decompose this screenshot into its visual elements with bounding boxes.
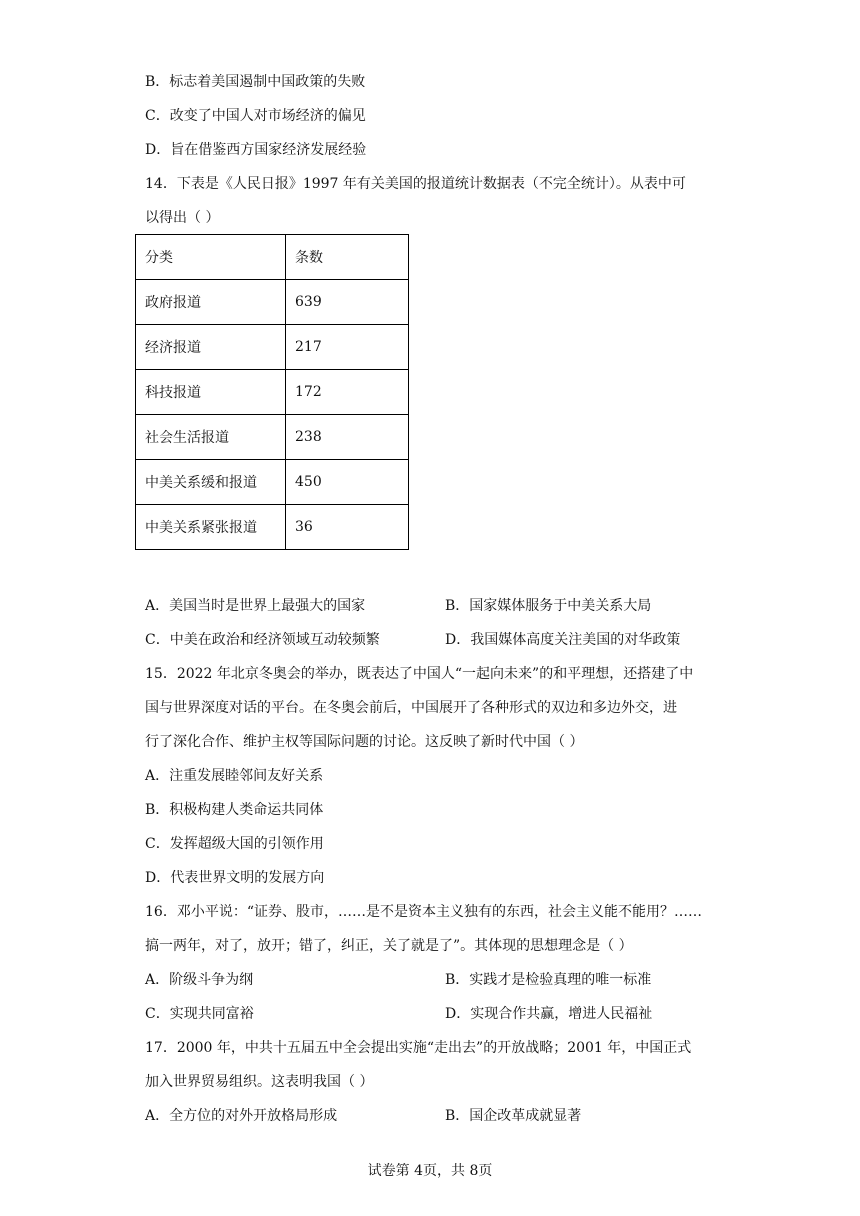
q15-option-c: C．发挥超级大国的引领作用 [145,836,324,852]
table-row [136,370,409,415]
q16-option-b: B．实践才是检验真理的唯一标准 [445,972,652,988]
q17-option-a: A．全方位的对外开放格局形成 [145,1108,338,1124]
table-cell: 社会生活报道 [136,415,286,460]
q15-stem-line3: 行了深化合作、维护主权等国际问题的讨论。这反映了新时代中国（ ） [145,734,584,750]
q15-stem-line2: 国与世界深度对话的平台。在冬奥会前后，中国展开了各种形式的双边和多边外交，进 [145,700,677,716]
table-cell: 639 [286,280,409,325]
q15-option-d: D．代表世界文明的发展方向 [145,870,325,886]
q15-stem-line1: 15．2022 年北京冬奥会的举办，既表达了中国人“一起向未来”的和平理想，还搭建了中 [145,666,694,682]
table-header-cell: 条数 [286,235,409,280]
table-cell: 科技报道 [136,370,286,415]
table-row [136,280,409,325]
q14-stem-line1: 14．下表是《人民日报》1997 年有关美国的报道统计数据表（不完全统计）。从表中可 [145,176,686,192]
table-cell: 36 [286,505,409,550]
q16-option-a: A．阶级斗争为纲 [145,972,254,988]
table-row [136,415,409,460]
table-cell: 172 [286,370,409,415]
q16-stem-line2: 搞一两年，对了，放开；错了，纠正，关了就是了”。其体现的思想理念是（ ） [145,938,633,954]
q16-option-c: C．实现共同富裕 [145,1006,254,1022]
q13-option-b: B．标志着美国遏制中国政策的失败 [145,74,366,90]
q17-option-b: B．国企改革成就显著 [445,1108,582,1124]
q15-option-a: A．注重发展睦邻间友好关系 [145,768,324,784]
q14-option-c: C．中美在政治和经济领域互动较频繁 [145,632,380,648]
table-header-row [136,235,409,280]
table-header-cell: 分类 [136,235,286,280]
table-cell: 经济报道 [136,325,286,370]
q14-option-d: D．我国媒体高度关注美国的对华政策 [445,632,681,648]
q14-option-a: A．美国当时是世界上最强大的国家 [145,598,366,614]
table-cell: 450 [286,460,409,505]
q16-option-d: D．实现合作共赢，增进人民福祉 [445,1006,653,1022]
table-cell: 中美关系紧张报道 [136,505,286,550]
table-row [136,325,409,370]
report-stats-table [135,234,409,550]
table-cell: 中美关系缓和报道 [136,460,286,505]
q14-stem-line2: 以得出（ ） [145,210,220,226]
q16-stem-line1: 16．邓小平说：“证券、股市，……是不是资本主义独有的东西，社会主义能不能用？…… [145,904,702,920]
page-footer: 试卷第 4页，共 8页 [367,1163,493,1179]
table-cell: 政府报道 [136,280,286,325]
table-cell: 217 [286,325,409,370]
q17-stem-line1: 17．2000 年，中共十五届五中全会提出实施“走出去”的开放战略；2001 年，中国正式 [145,1040,692,1056]
q13-option-c: C．改变了中国人对市场经济的偏见 [145,108,366,124]
table-cell: 238 [286,415,409,460]
q14-option-b: B．国家媒体服务于中美关系大局 [445,598,652,614]
q17-stem-line2: 加入世界贸易组织。这表明我国（ ） [145,1074,374,1090]
q13-option-d: D．旨在借鉴西方国家经济发展经验 [145,142,367,158]
q15-option-b: B．积极构建人类命运共同体 [145,802,324,818]
table-row [136,505,409,550]
table-row [136,460,409,505]
